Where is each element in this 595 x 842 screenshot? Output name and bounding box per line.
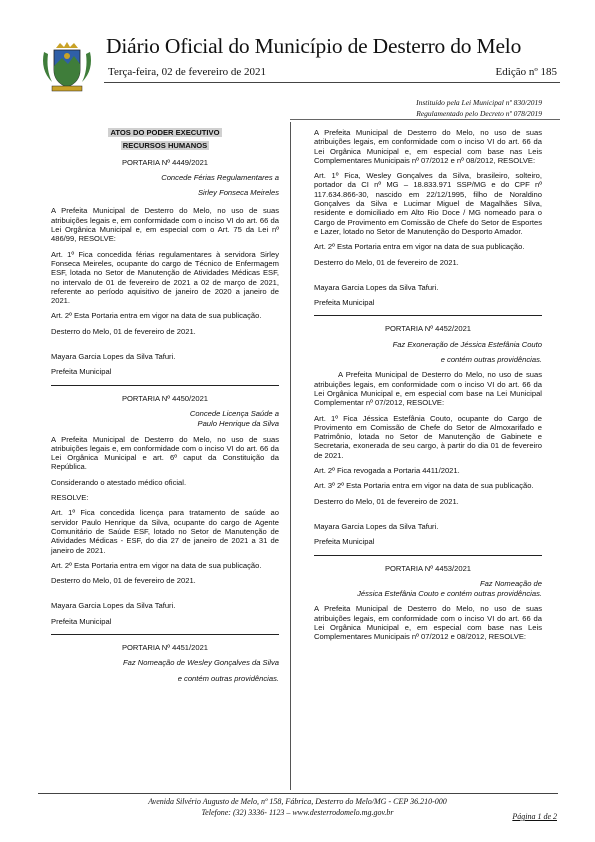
portaria-subject: Faz Exoneração de Jéssica Estefânia Couto [392, 339, 542, 349]
portaria-subject: Sirley Fonseca Meireles [197, 188, 279, 198]
section-subheading [51, 141, 279, 150]
portaria-4450 [51, 394, 279, 626]
portaria-4449 [51, 158, 279, 377]
left-column [51, 128, 279, 689]
portaria-intro: A Prefeita Municipal de Desterro do Melo, no uso de suas atribuições legais, em conformidade com o inciso VI do art. 66 da Lei Orgânica Municipal e, em especial com base nas Leis Complementares Municipais nº 07/2012 e 08/2012, RESOLVE: [314, 604, 542, 642]
portaria-4451-continued [314, 128, 542, 307]
signer-role: Prefeita Municipal [314, 537, 375, 547]
place-date: Desterro do Melo, 01 de fevereiro de 2021. [314, 496, 459, 506]
portaria-title: PORTARIA Nº 4452/2021 [384, 324, 472, 334]
column-divider [290, 122, 291, 790]
portaria-article: Art. 2º Esta Portaria entra em vigor na data de sua publicação. [51, 560, 262, 570]
portaria-4451 [51, 643, 279, 683]
portaria-intro: A Prefeita Municipal de Desterro do Melo, no uso de suas atribuições legais, em conformidade com o inciso VI do art. 66 da Lei Orgânica Municipal e, em especial com base na Lei Municipal Complementar nº 07/2012, RESOLVE: [314, 370, 542, 408]
regulated-by-decree: Regulamentado pelo Decreto nº 078/2019 [416, 109, 542, 118]
edition-number: Edição nº 185 [495, 66, 557, 78]
footer-address: Avenida Silvério Augusto de Melo, nº 158, Fábrica, Desterro do Melo/MG - CEP 36.210-000 [148, 797, 447, 806]
portaria-separator [51, 385, 279, 386]
portaria-subject: Faz Nomeação de Wesley Gonçalves da Silva [122, 658, 279, 668]
portaria-resolve: RESOLVE: [51, 493, 89, 503]
portaria-intro: A Prefeita Municipal de Desterro do Melo, no uso de suas atribuições legais e, em conformidade com o inciso VI do art. 66 da Lei Orgânica Municipal e, em especial com o Art. 75 da Lei nº 486/99, RESOLVE: [51, 206, 279, 244]
page-number: Página 1 de 2 [512, 812, 557, 821]
right-column [314, 128, 542, 648]
portaria-subject: Faz Nomeação de [479, 578, 542, 588]
portaria-article: Art. 1º Fica concedida licença para tratamento de saúde ao servidor Paulo Henrique da Silva, ocupante do cargo de Agente Comunitário de Saúde ESF, lotado no Setor de Manutenção de Atividades Médicas - ESF, do dia 27 de janeiro de 2021 a 31 de janeiro de 2021. [51, 508, 279, 555]
signer-name: Mayara Garcia Lopes da Silva Tafuri. [51, 601, 176, 611]
signer-name: Mayara Garcia Lopes da Silva Tafuri. [51, 352, 176, 362]
signer-role: Prefeita Municipal [51, 367, 112, 377]
footer-phone-website: Telefone: (32) 3336- 1123 – www.desterrodomelo.mg.gov.br [201, 808, 394, 817]
portaria-article: Art. 1º Fica Jéssica Estefânia Couto, ocupante do Cargo de Provimento em Comissão de Chefe do Setor de Almoxarifado e Patrimônio, lotada no Setor de Manutenção de Gabinete e Secretaria, exonerada de seu cargo, à partir do dia 01 de fevereiro de 2021. [314, 413, 542, 460]
footer-rule [38, 793, 558, 794]
signer-role: Prefeita Municipal [314, 298, 375, 308]
portaria-title: PORTARIA Nº 4450/2021 [121, 393, 209, 403]
portaria-subject: e contém outras providências. [177, 673, 279, 683]
portaria-separator [51, 634, 279, 635]
portaria-article: Art. 2º Esta Portaria entra em vigor na data de sua publicação. [314, 242, 525, 252]
portaria-intro: A Prefeita Municipal de Desterro do Melo, no uso de suas atribuições legais e, em conformidade com o inciso VI do art. 66 da Lei Orgânica Municipal e art. 6º caput da Constituição da República. [51, 434, 279, 472]
instituted-by-law: Instituído pela Lei Municipal nº 830/2019 [416, 98, 542, 107]
portaria-4453 [314, 564, 542, 642]
portaria-article: Art. 1º Fica, Wesley Gonçalves da Silva, brasileiro, solteiro, portador da CI nº MG – 18.833.971 SSP/MG e do CPF nº 117.634.866-30, nascido em 22/12/1995, filho de Noraldino Gonçalves da Silva e Lucimar Miguel de Magalhães Silva, residente e domiciliado em Alto Rio Doce / MG nomeado para o Cargo de Provimento em Comissão de Chefe do Setor de Esportes e Lazer, lotado no Setor de Manutenção do Desporto Amador. [314, 171, 542, 236]
portaria-title: PORTARIA Nº 4451/2021 [121, 642, 209, 652]
portaria-title: PORTARIA Nº 4449/2021 [121, 157, 209, 167]
portaria-separator [314, 315, 542, 316]
place-date: Desterro do Melo, 01 de fevereiro de 2021. [51, 326, 196, 336]
institution-rule [290, 119, 560, 120]
portaria-article: Art. 2º Esta Portaria entra em vigor na data de sua publicação. [51, 311, 262, 321]
header-rule [104, 82, 560, 83]
portaria-title: PORTARIA Nº 4453/2021 [384, 563, 472, 573]
portaria-separator [314, 555, 542, 556]
portaria-subject: e contém outras providências. [440, 355, 542, 365]
portaria-subject: Paulo Henrique da Silva [197, 419, 279, 429]
portaria-considering: Considerando o atestado médico oficial. [51, 477, 187, 487]
portaria-subject: Concede Licença Saúde a [189, 408, 279, 418]
place-date: Desterro do Melo, 01 de fevereiro de 2021. [314, 257, 459, 267]
signer-name: Mayara Garcia Lopes da Silva Tafuri. [314, 521, 439, 531]
portaria-article: Art. 1º Fica concedida férias regulamentares à servidora Sirley Fonseca Meireles, ocupante do cargo de Técnico de Enfermagem ESF, lotada no Setor de Manutenção de Atividades Médicas ESF, no intervalo de 01 de fevereiro de 2021 a 02 de março de 2021, referente ao período aquisitivo de janeiro de 2020 a janeiro de 2021. [51, 249, 279, 306]
signer-role: Prefeita Municipal [51, 616, 112, 626]
section-heading [51, 128, 279, 137]
portaria-intro: A Prefeita Municipal de Desterro do Melo, no uso de suas atribuições legais, em conformidade com o inciso VI do art. 66 da Lei Orgânica Municipal e, em especial com base nas Leis Complementares Municipais nº 07/2012 e nº 08/2012, RESOLVE: [314, 128, 542, 165]
signer-name: Mayara Garcia Lopes da Silva Tafuri. [314, 282, 439, 292]
portaria-article: Art. 3º 2º Esta Portaria entra em vigor na data de sua publicação. [314, 481, 534, 491]
issue-date: Terça-feira, 02 de fevereiro de 2021 [108, 66, 267, 78]
portaria-subject: Jéssica Estefânia Couto e contém outras providências. [357, 589, 542, 599]
place-date: Desterro do Melo, 01 de fevereiro de 2021. [51, 576, 196, 586]
section-hr: RECURSOS HUMANOS [122, 141, 208, 151]
portaria-subject: Concede Férias Regulamentares a [161, 172, 279, 182]
newspaper-title: Diário Oficial do Município de Desterro do Melo [106, 34, 522, 58]
portaria-article: Art. 2º Fica revogada a Portaria 4411/2021. [314, 466, 460, 476]
section-executive: ATOS DO PODER EXECUTIVO [110, 128, 220, 137]
municipal-coat-of-arms-icon [38, 40, 96, 94]
portaria-4452 [314, 324, 542, 546]
